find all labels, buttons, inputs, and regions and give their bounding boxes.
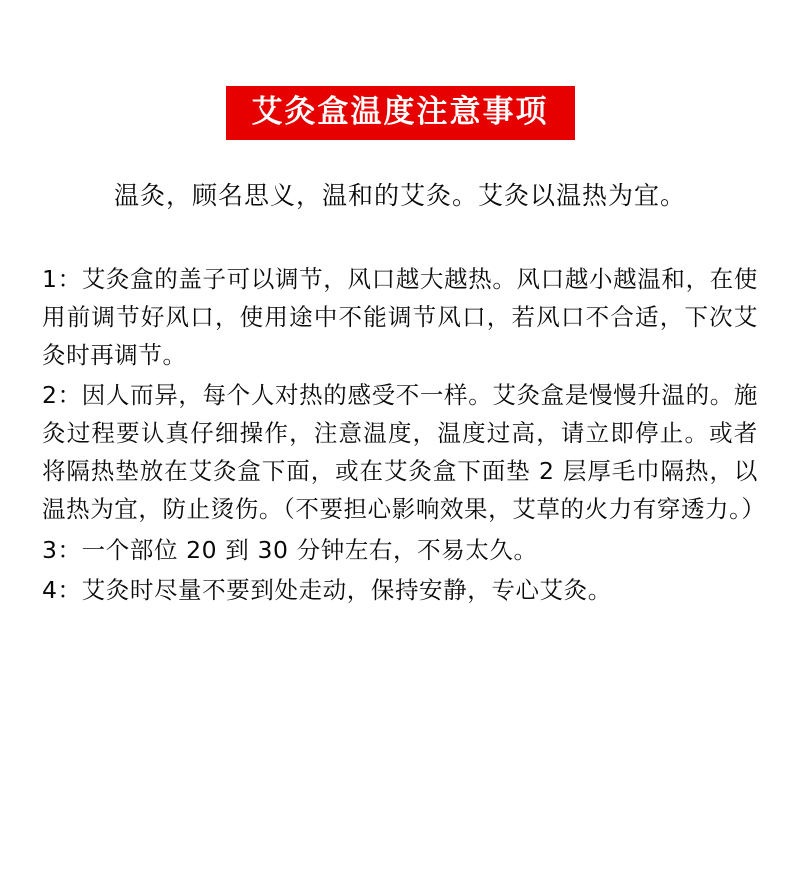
document-page <box>0 86 800 886</box>
paragraph-1: 1：艾灸盒的盖子可以调节，风口越大越热。风口越小越温和，在使用前调节好风口，使用途中不能调节风口，若风口不合适，下次艾灸时再调节。 <box>42 265 758 370</box>
title-banner-container <box>28 86 772 140</box>
page-title: 艾灸盒温度注意事项 <box>226 86 575 140</box>
body-text-block <box>28 260 772 609</box>
subtitle: 温灸，顾名思义，温和的艾灸。艾灸以温热为宜。 <box>113 181 686 211</box>
paragraph-4: 4：艾灸时尽量不要到处走动，保持安静，专心艾灸。 <box>42 575 612 604</box>
paragraph-2: 2：因人而异，每个人对热的感受不一样。艾灸盒是慢慢升温的。施灸过程要认真仔细操作，注意温度，温度过高，请立即停止。或者将隔热垫放在艾灸盒下面，或在艾灸盒下面垫 2 层厚毛巾隔热，以温热为宜，防止烫伤。（不要担心影响效果，艾草的火力有穿透力。） <box>42 381 766 524</box>
paragraph-3: 3：一个部位 20 到 30 分钟左右，不易太久。 <box>42 535 538 564</box>
